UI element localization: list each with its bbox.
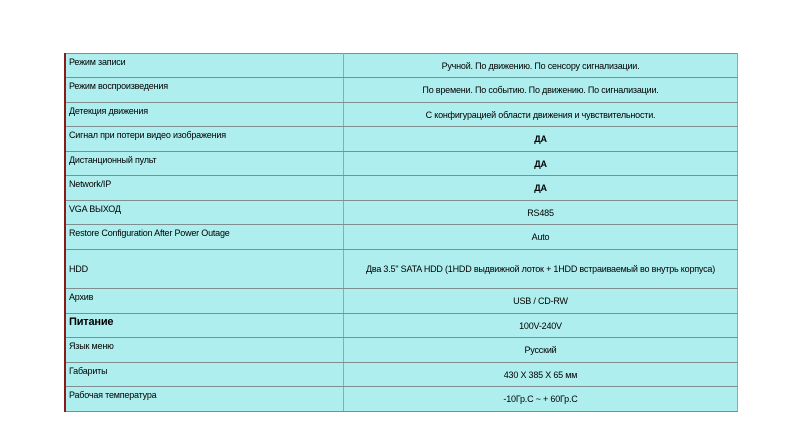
table-row — [65, 387, 738, 412]
table-row — [65, 225, 738, 250]
table-row — [65, 152, 738, 176]
spec-label: VGA ВЫХОД — [65, 201, 344, 225]
spec-label: Архив — [65, 289, 344, 314]
table-row — [65, 103, 738, 127]
table-row — [65, 338, 738, 363]
spec-value: ДА — [344, 127, 738, 152]
spec-label: Детекция движения — [65, 103, 344, 127]
spec-label: Restore Configuration After Power Outage — [65, 225, 344, 250]
spec-value: USB / CD-RW — [344, 289, 738, 314]
table-row — [65, 176, 738, 201]
spec-value: С конфигурацией области движения и чувствительности. — [344, 103, 738, 127]
spec-value: RS485 — [344, 201, 738, 225]
spec-value: ДА — [344, 176, 738, 201]
table-row — [65, 201, 738, 225]
table-row — [65, 78, 738, 103]
spec-value: Auto — [344, 225, 738, 250]
spec-label: HDD — [65, 250, 344, 289]
table-row — [65, 289, 738, 314]
spec-value: Ручной. По движению. По сенсору сигнализации. — [344, 54, 738, 78]
spec-value: Русский — [344, 338, 738, 363]
spec-label: Network/IP — [65, 176, 344, 201]
spec-label: Язык меню — [65, 338, 344, 363]
table-row — [65, 363, 738, 387]
spec-label: Рабочая температура — [65, 387, 344, 412]
spec-label: Сигнал при потери видео изображения — [65, 127, 344, 152]
spec-label: Габариты — [65, 363, 344, 387]
spec-label: Режим воспроизведения — [65, 78, 344, 103]
spec-label: Режим записи — [65, 54, 344, 78]
spec-value: 100V-240V — [344, 314, 738, 338]
table-row — [65, 127, 738, 152]
spec-value: -10Гр.С ~ + 60Гр.С — [344, 387, 738, 412]
spec-value: ДА — [344, 152, 738, 176]
table-row — [65, 314, 738, 338]
specifications-table — [64, 53, 738, 412]
spec-value: По времени. По событию. По движению. По сигнализации. — [344, 78, 738, 103]
table-row — [65, 54, 738, 78]
spec-value: 430 X 385 X 65 мм — [344, 363, 738, 387]
spec-label: Дистанционный пульт — [65, 152, 344, 176]
spec-label: Питание — [65, 314, 344, 338]
spec-value: Два 3.5" SATA HDD (1HDD выдвижной лоток + 1HDD встраиваемый во внутрь корпуса) — [344, 250, 738, 289]
table-row — [65, 250, 738, 289]
